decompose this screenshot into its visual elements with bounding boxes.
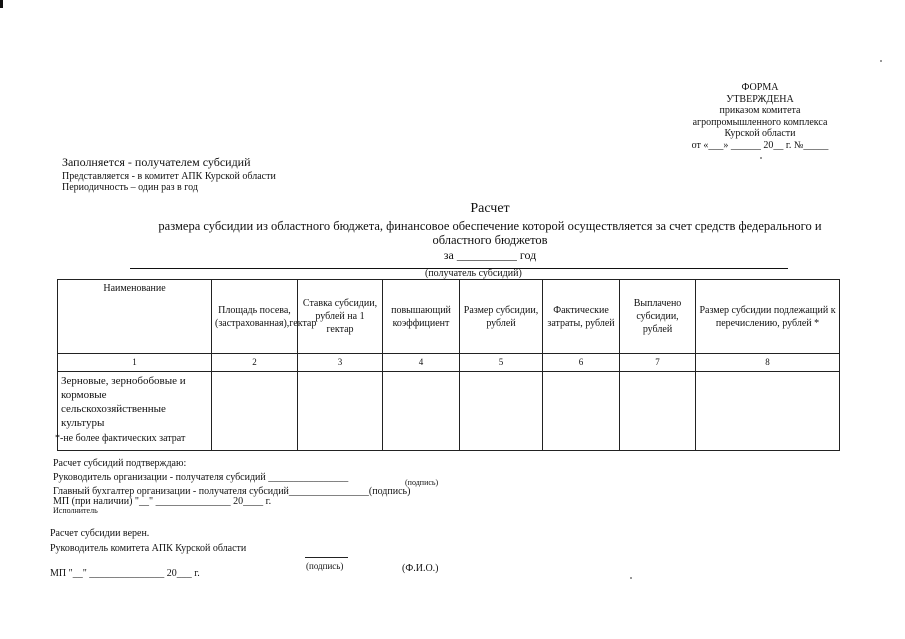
transfer-amount-cell bbox=[696, 372, 840, 451]
header-coefficient: повышающий коэффициент bbox=[383, 280, 460, 354]
column-number: 3 bbox=[298, 354, 383, 372]
table-header-row bbox=[58, 280, 840, 354]
recipient-caption: (получатель субсидий) bbox=[425, 268, 522, 279]
committee-stamp-date-line: МП "__" _______________ 20___ г. bbox=[50, 568, 200, 579]
header-transfer-amount: Размер субсидии подлежащий к перечислению, рублей * bbox=[696, 280, 840, 354]
scan-mark bbox=[0, 0, 3, 8]
column-number: 5 bbox=[460, 354, 543, 372]
rate-cell bbox=[298, 372, 383, 451]
committee-head-label: Руководитель комитета АПК Курской области bbox=[50, 543, 247, 554]
header-paid-subsidy: Выплачено субсидии, рублей bbox=[620, 280, 696, 354]
filled-by-text: Заполняется - получателем субсидий bbox=[62, 155, 251, 169]
approval-date-number: от «___» ______ 20__ г. №_____ bbox=[691, 139, 829, 151]
document-subtitle-line1: размера субсидии из областного бюджета, финансовое обеспечение которой осуществляется за счет средств федерального и bbox=[158, 219, 822, 233]
document-title: Расчет bbox=[470, 201, 510, 216]
column-number: 4 bbox=[383, 354, 460, 372]
approved-label: УТВЕРЖДЕНА bbox=[726, 93, 794, 105]
scan-speck bbox=[880, 60, 882, 62]
form-label: ФОРМА bbox=[741, 82, 779, 93]
actual-costs-cell bbox=[543, 372, 620, 451]
column-number: 6 bbox=[543, 354, 620, 372]
stamp-date-line: МП (при наличии) "__" _______________ 20____ г. bbox=[53, 496, 272, 507]
subsidy-calculation-table bbox=[57, 279, 840, 451]
executor-label: Исполнитель bbox=[53, 506, 98, 515]
chief-accountant-signature-line: Главный бухгалтер организации - получателя субсидий________________(подпись) bbox=[53, 486, 411, 497]
column-number: 2 bbox=[212, 354, 298, 372]
org-head-signature-line: Руководитель организации - получателя субсидий ________________ bbox=[53, 472, 349, 483]
verified-text: Расчет субсидии верен. bbox=[50, 528, 150, 539]
header-subsidy-amount: Размер субсидии, рублей bbox=[460, 280, 543, 354]
document-subtitle-line2: областного бюджетов bbox=[432, 233, 548, 247]
area-cell bbox=[212, 372, 298, 451]
committee-signature-caption: (подпись) bbox=[306, 561, 344, 571]
approved-by-committee: агропромышленного комплекса bbox=[692, 116, 828, 128]
periodicity-text: Периодичность – один раз в год bbox=[62, 182, 198, 193]
full-name-caption: (Ф.И.О.) bbox=[402, 563, 439, 574]
submitted-to-text: Представляется - в комитет АПК Курской области bbox=[62, 171, 276, 182]
signature-caption: (подпись) bbox=[405, 478, 439, 487]
report-period: за __________ год bbox=[443, 248, 537, 262]
approved-by-region: Курской области bbox=[724, 128, 796, 139]
column-number: 7 bbox=[620, 354, 696, 372]
header-area: Площадь посева,(застрахованная),гектар bbox=[212, 280, 298, 354]
subsidy-amount-cell bbox=[460, 372, 543, 451]
column-number: 1 bbox=[58, 354, 212, 372]
header-name: Наименование bbox=[58, 280, 212, 354]
approved-by-order: приказом комитета bbox=[719, 105, 801, 116]
table-number-row bbox=[58, 354, 840, 372]
scan-speck bbox=[630, 577, 632, 579]
header-actual-costs: Фактические затраты, рублей bbox=[543, 280, 620, 354]
footnote: *-не более фактических затрат bbox=[55, 433, 186, 444]
committee-signature-line bbox=[305, 557, 348, 558]
paid-subsidy-cell bbox=[620, 372, 696, 451]
scan-speck bbox=[760, 157, 762, 159]
coefficient-cell bbox=[383, 372, 460, 451]
column-number: 8 bbox=[696, 354, 840, 372]
confirm-text: Расчет субсидий подтверждаю: bbox=[53, 458, 187, 469]
header-rate: Ставка субсидии, рублей на 1 гектар bbox=[298, 280, 383, 354]
crop-name-cell: Зерновые, зернобобовые и кормовые сельскохозяйственные культуры bbox=[58, 372, 212, 451]
approval-stamp-block bbox=[660, 82, 860, 151]
